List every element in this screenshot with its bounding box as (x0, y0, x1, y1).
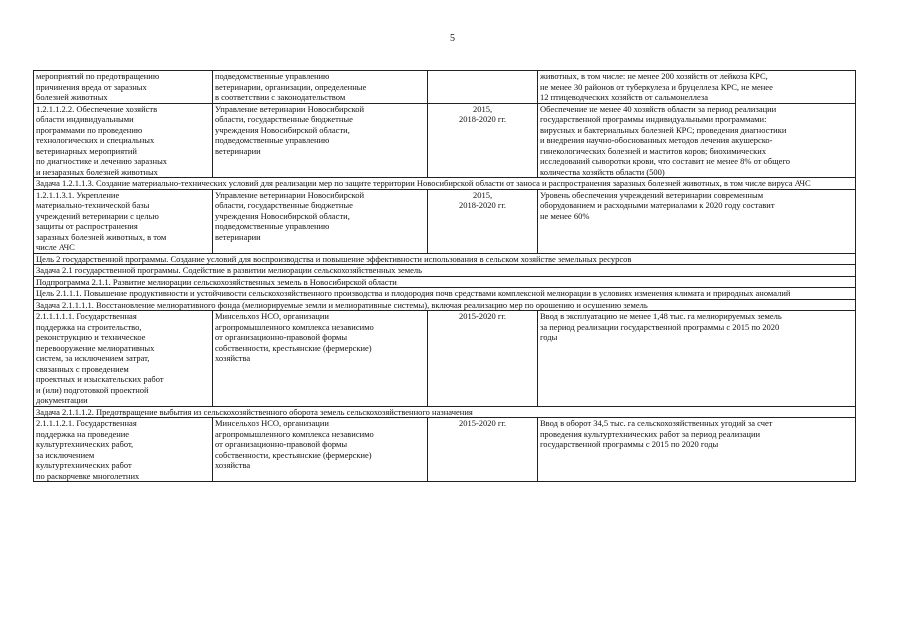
executors-cell: Управление ветеринарии Новосибирской области, государственные бюджетные учреждения Новосибирской области, подведомственные управлению ветеринарии (213, 189, 428, 253)
program-activities-table (33, 70, 856, 482)
section-heading-row (34, 299, 856, 311)
term-cell: 2015, 2018-2020 гг. (428, 189, 538, 253)
table-row (34, 71, 856, 104)
expected-result-cell: Ввод в эксплуатацию не менее 1,48 тыс. га мелиорируемых земель за период реализации государственной программы с 2015 по 2020 годы (538, 311, 856, 407)
executors-cell: Управление ветеринарии Новосибирской области, государственные бюджетные учреждения Новосибирской области, подведомственные управлению ветеринарии (213, 103, 428, 178)
section-heading-row (34, 288, 856, 300)
table-body (34, 71, 856, 482)
section-heading-row (34, 406, 856, 418)
term-cell (428, 71, 538, 104)
section-heading-row (34, 276, 856, 288)
executors-cell: Минсельхоз НСО, организации агропромышленного комплекса независимо от организационно-правовой формы собственности, крестьянские (фермерские) хозяйства (213, 418, 428, 482)
task-heading: Задача 1.2.1.1.3. Создание материально-технических условий для реализации мер по защите территории Новосибирской области от заноса и распространения заразных болезней животных, в том числе вируса АЧС (34, 178, 856, 190)
expected-result-cell: Обеспечение не менее 40 хозяйств области за период реализации государственной программы индивидуальными программами: вирусных и бактериальных болезней КРС; проведения диагностики и внедрения научно-обоснованных методов лечения акушерско- гинекологических болезней и маститов коров; биохимических исследований сыворотки крови, что составит не менее 8% от общего количества хозяйств области (500) (538, 103, 856, 178)
executors-cell: Минсельхоз НСО, организации агропромышленного комплекса независимо от организационно-правовой формы собственности, крестьянские (фермерские) хозяйства (213, 311, 428, 407)
term-cell: 2015-2020 гг. (428, 418, 538, 482)
task-heading: Задача 2.1.1.1.2. Предотвращение выбытия из сельскохозяйственного оборота земель сельскохозяйственного назначения (34, 406, 856, 418)
subprogram-heading: Подпрограмма 2.1.1. Развитие мелиорации сельскохозяйственных земель в Новосибирской области (34, 276, 856, 288)
task-heading: Задача 2.1 государственной программы. Содействие в развитии мелиорации сельскохозяйственных земель (34, 265, 856, 277)
expected-result-cell: животных, в том числе: не менее 200 хозяйств от лейкоза КРС, не менее 30 районов от туберкулеза и бруцеллеза КРС, не менее 12 птицеводческих хозяйств от сальмонеллеза (538, 71, 856, 104)
goal-heading: Цель 2.1.1.1. Повышение продуктивности и устойчивости сельскохозяйственного производства и плодородия почв средствами комплексной мелиорации в условиях изменения климата и природных аномалий (34, 288, 856, 300)
table-row (34, 103, 856, 178)
expected-result-cell: Уровень обеспечения учреждений ветеринарии современным оборудованием и расходными материалами к 2020 году составит не менее 60% (538, 189, 856, 253)
task-heading: Задача 2.1.1.1.1. Восстановление мелиоративного фонда (мелиорируемые земли и мелиоративные системы), включая реализацию мер по орошению и осушению земель (34, 299, 856, 311)
expected-result-cell: Ввод в оборот 34,5 тыс. га сельскохозяйственных угодий за счет проведения культуртехнических работ за период реализации государственной программы с 2015 по 2020 годы (538, 418, 856, 482)
executors-cell: подведомственные управлению ветеринарии, организации, определенные в соответствии с законодательством (213, 71, 428, 104)
table-row (34, 418, 856, 482)
activity-name-cell: 1.2.1.1.2.2. Обеспечение хозяйств области индивидуальными программами по проведению технологических и специальных ветеринарных мероприятий по диагностике и лечению заразных и незаразных болезней животных (34, 103, 213, 178)
page-number: 5 (450, 33, 455, 44)
activity-name-cell: мероприятий по предотвращению причинения вреда от заразных болезней животных (34, 71, 213, 104)
term-cell: 2015-2020 гг. (428, 311, 538, 407)
program-table-container (33, 70, 855, 482)
section-heading-row (34, 253, 856, 265)
term-cell: 2015, 2018-2020 гг. (428, 103, 538, 178)
goal-heading: Цель 2 государственной программы. Создание условий для воспроизводства и повышение эффективности использования в сельском хозяйстве земельных ресурсов (34, 253, 856, 265)
section-heading-row (34, 265, 856, 277)
activity-name-cell: 1.2.1.1.3.1. Укрепление материально-технической базы учреждений ветеринарии с целью защиты от распространения заразных болезней животных, в том числе АЧС (34, 189, 213, 253)
table-row (34, 189, 856, 253)
activity-name-cell: 2.1.1.1.2.1. Государственная поддержка на проведение культуртехнических работ, за исключением культуртехнических работ по раскорчевке многолетних (34, 418, 213, 482)
table-row (34, 311, 856, 407)
activity-name-cell: 2.1.1.1.1.1. Государственная поддержка на строительство, реконструкцию и техническое перевооружение мелиоративных систем, за исключением затрат, связанных с проведением проектных и изыскательских работ и (или) подготовкой проектной документации (34, 311, 213, 407)
section-heading-row (34, 178, 856, 190)
